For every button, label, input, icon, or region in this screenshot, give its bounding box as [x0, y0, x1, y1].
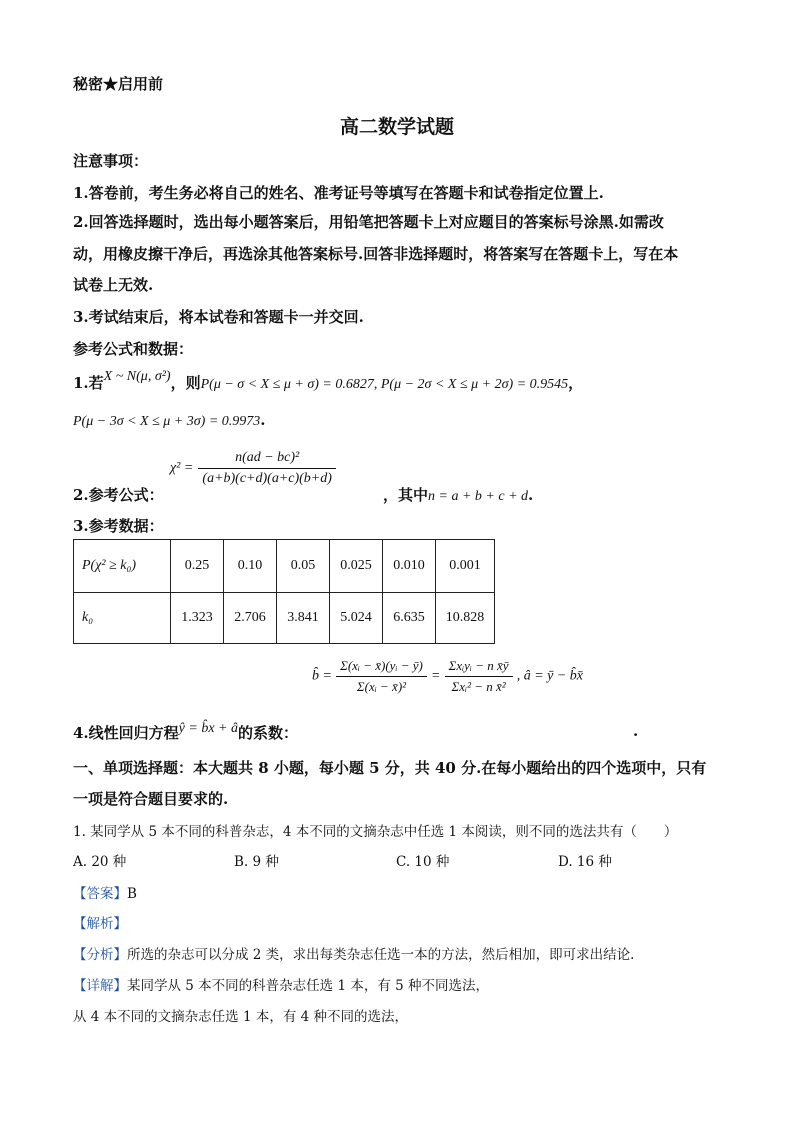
- formula-2-where: ，其中: [383, 486, 429, 504]
- equals-sign: =: [431, 668, 441, 684]
- note-2-line-2: 动，用橡皮擦干净后，再选涂其他答案标号.回答非选择题时，将答案写在答题卡上，写在本: [73, 245, 679, 263]
- critical-value-table: [73, 539, 495, 644]
- note-2-line-1: 2.回答选择题时，选出每小题答案后，用铅笔把答题卡上对应题目的答案标号涂黑.如需改: [73, 213, 664, 231]
- formula-4-period: .: [633, 722, 639, 740]
- table-cell: 2.706: [224, 593, 277, 644]
- table-cell: 10.828: [436, 593, 495, 644]
- table-cell-label: k₀: [74, 593, 171, 644]
- answer-value: B: [127, 886, 137, 902]
- b-hat-lhs: b̂ =: [312, 668, 332, 684]
- detail-line-2: 从 4 本不同的文摘杂志任选 1 本，有 4 种不同的选法，: [73, 1009, 409, 1025]
- probability-one-and-two-sigma: P(μ − σ < X ≤ μ + σ) = 0.6827, P(μ − 2σ < X ≤ μ + 2σ) = 0.9545: [200, 377, 569, 392]
- chi-square-lhs: χ² =: [170, 460, 194, 476]
- chi-square-formula: [170, 450, 336, 487]
- sample-size-definition: n = a + b + c + d: [428, 489, 529, 504]
- page-title: 高二数学试题: [340, 116, 455, 138]
- section-1-heading-line-2: 一项是符合题目要求的.: [73, 790, 229, 808]
- formula-1-prefix: 1.若: [73, 374, 104, 392]
- table-cell: 0.10: [224, 540, 277, 593]
- formula-2-prefix: 2.参考公式：: [73, 486, 164, 504]
- table-cell: 1.323: [171, 593, 224, 644]
- analysis-tag: 【解析】: [73, 916, 127, 932]
- formula-3-prefix: 3.参考数据：: [73, 517, 164, 535]
- chi-square-numerator: n(ad − bc)²: [198, 450, 336, 469]
- table-cell: 0.001: [436, 540, 495, 593]
- probability-three-sigma: P(μ − 3σ < X ≤ μ + 3σ) = 0.9973: [73, 414, 261, 429]
- a-hat-formula: , â = ȳ − b̂x̄: [516, 668, 584, 684]
- table-cell: 0.025: [330, 540, 383, 593]
- option-b: B. 9 种: [234, 854, 279, 870]
- xiangjie-tag: 【详解】: [73, 978, 127, 994]
- xiangjie-text: 某同学从 5 本不同的科普杂志任选 1 本，有 5 种不同选法，: [127, 978, 490, 994]
- formula-2-period: .: [528, 486, 534, 504]
- detail-line: [73, 974, 489, 994]
- note-1: 1.答卷前，考生务必将自己的姓名、准考证号等填写在答题卡和试卷指定位置上.: [73, 184, 604, 202]
- table-row-critical-value: [74, 593, 495, 644]
- formula-4-line: [73, 722, 298, 743]
- formula-2-where-clause: [383, 484, 533, 505]
- table-cell: 6.635: [383, 593, 436, 644]
- table-cell: 5.024: [330, 593, 383, 644]
- chi-square-denominator: (a+b)(c+d)(a+c)(b+d): [202, 471, 332, 486]
- option-c: C. 10 种: [396, 854, 450, 870]
- table-row-probability: [74, 540, 495, 593]
- section-1-heading-line-1: 一、单项选择题：本大题共 8 小题，每小题 5 分，共 40 分.在每小题给出的四个选项中，只有: [73, 759, 707, 777]
- b-hat-denominator-2: Σxᵢ² − n x̄²: [451, 679, 506, 694]
- regression-equation: ŷ = b̂x + â: [178, 721, 238, 736]
- option-d: D. 16 种: [558, 854, 612, 870]
- table-cell: 0.010: [383, 540, 436, 593]
- table-cell: 0.05: [277, 540, 330, 593]
- formula-4-prefix: 4.线性回归方程: [73, 724, 179, 742]
- regression-coefficient-formula: [312, 658, 583, 695]
- reference-heading: 参考公式和数据：: [73, 340, 194, 358]
- fenxi-tag: 【分析】: [73, 947, 127, 963]
- b-hat-denominator-1: Σ(xᵢ − x̄)²: [356, 679, 407, 694]
- b-hat-numerator-1: Σ(xᵢ − x̄)(yᵢ − ȳ): [336, 658, 427, 677]
- note-3: 3.考试结束后，将本试卷和答题卡一并交回.: [73, 308, 364, 326]
- table-cell: 3.841: [277, 593, 330, 644]
- b-hat-numerator-2: Σxᵢyᵢ − n x̄ȳ: [445, 658, 513, 677]
- note-2-line-3: 试卷上无效.: [73, 276, 154, 294]
- formula-4-suffix: 的系数：: [238, 724, 299, 742]
- formula-1-period: .: [260, 411, 266, 429]
- option-a: A. 20 种: [73, 854, 127, 870]
- question-1-stem: 1. 某同学从 5 本不同的科普杂志，4 本不同的文摘杂志中任选 1 本阅读，则不同的选法共有（ ）: [73, 824, 678, 840]
- analysis-line: [73, 943, 634, 963]
- confidential-mark: 秘密★启用前: [73, 75, 164, 93]
- formula-1-then: ，则: [170, 374, 201, 392]
- table-cell: 0.25: [171, 540, 224, 593]
- answer-line: [73, 882, 137, 902]
- notes-heading: 注意事项：: [73, 152, 149, 170]
- fenxi-text: 所选的杂志可以分成 2 类，求出每类杂志任选一本的方法，然后相加，即可求出结论.: [127, 947, 635, 963]
- table-cell-label: P(χ² ≥ k₀): [74, 540, 171, 593]
- answer-tag: 【答案】: [73, 886, 127, 902]
- formula-1-line-2: [73, 410, 266, 430]
- normal-distribution-condition: X ~ N(μ, σ²): [103, 369, 171, 384]
- formula-1-comma: ，: [568, 374, 584, 392]
- formula-1-line-1: [73, 369, 584, 393]
